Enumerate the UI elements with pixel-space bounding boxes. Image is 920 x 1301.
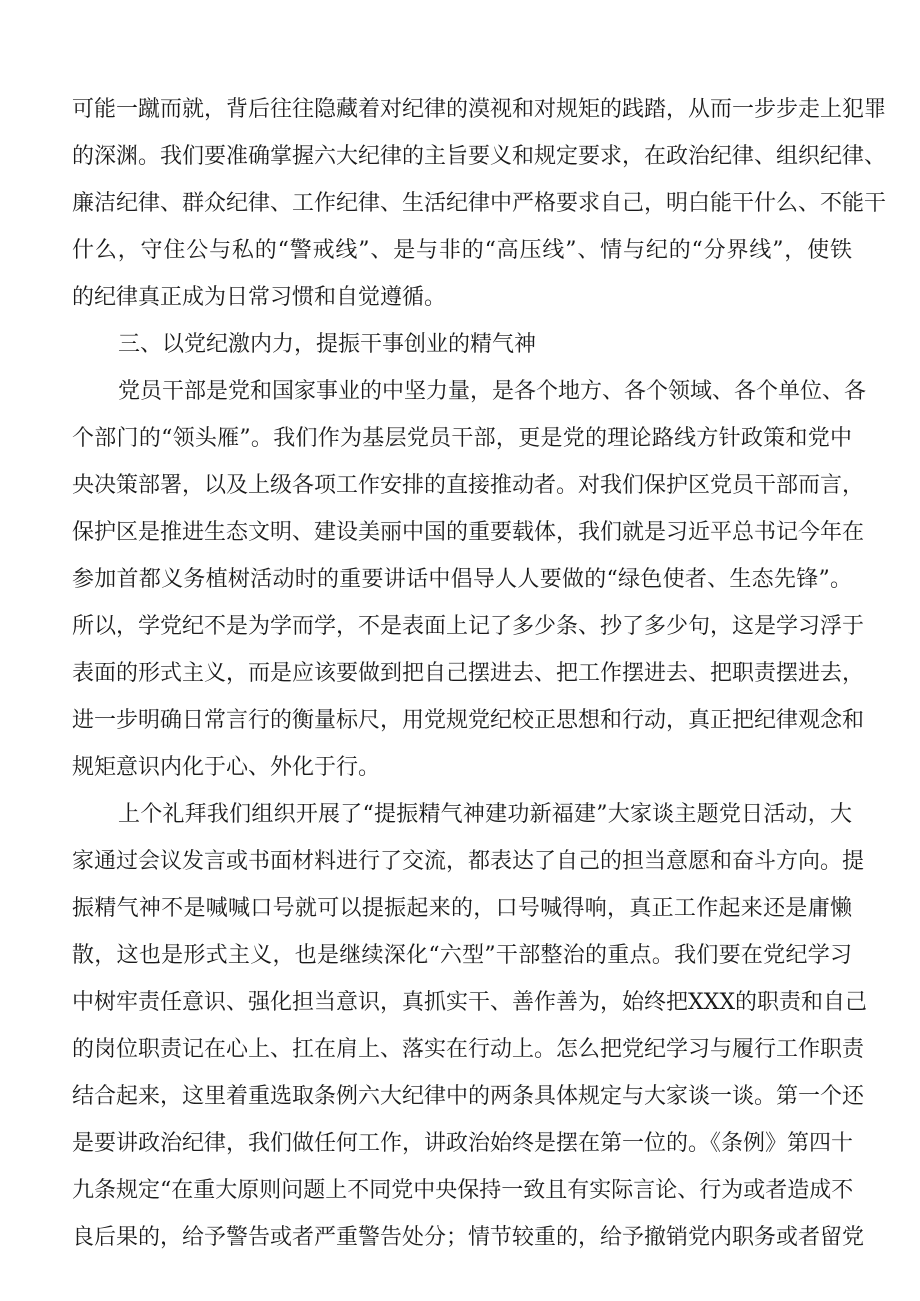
text-line: 央决策部署，以及上级各项工作安排的直接推动者。对我们保护区党员干部而言， (72, 473, 865, 498)
text-line: 是要讲政治纪律，我们做任何工作，讲政治始终是摆在第一位的。《条例》第四十 (72, 1131, 854, 1156)
text-line: 规矩意识内化于心、外化于行。 (72, 755, 381, 780)
text-line: 所以，学党纪不是为学而学，不是表面上记了多少条、抄了多少句，这是学习浮于 (72, 614, 865, 639)
text-line: 什么，守住公与私的“警戒线”、是与非的“高压线”、情与纪的“分界线”，使铁 (72, 238, 852, 263)
text-line: 的深渊。我们要准确掌握六大纪律的主旨要义和规定要求，在政治纪律、组织纪律、 (72, 144, 887, 169)
text-line: 个部门的“领头雁”。我们作为基层党员干部，更是党的理论路线方针政策和党中 (72, 426, 852, 451)
text-line: 表面的形式主义，而是应该要做到把自己摆进去、把工作摆进去、把职责摆进去， (72, 661, 865, 686)
text-line: 的岗位职责记在心上、扛在肩上、落实在行动上。怎么把党纪学习与履行工作职责 (72, 1037, 865, 1062)
text-line: 进一步明确日常言行的衡量标尺，用党规党纪校正思想和行动，真正把纪律观念和 (72, 708, 865, 733)
text-line: 参加首都义务植树活动时的重要讲话中倡导人人要做的“绿色使者、生态先锋”。 (72, 567, 852, 592)
text-line: 振精气神不是喊喊口号就可以提振起来的，口号喊得响，真正工作起来还是庸懒 (72, 896, 852, 921)
text-line: 可能一蹴而就，背后往往隐藏着对纪律的漠视和对规矩的践踏，从而一步步走上犯罪 (72, 97, 887, 122)
paragraph-first-line: 党员干部是党和国家事业的中坚力量，是各个地方、各个领域、各个单位、各 (118, 379, 867, 404)
text-line: 散，这也是形式主义，也是继续深化“六型”干部整治的重点。我们要在党纪学习 (72, 943, 852, 968)
text-line: 廉洁纪律、群众纪律、工作纪律、生活纪律中严格要求自己，明白能干什么、不能干 (72, 191, 887, 216)
text-line: 结合起来，这里着重选取条例六大纪律中的两条具体规定与大家谈一谈。第一个还 (72, 1084, 865, 1109)
paragraph-first-line: 上个礼拜我们组织开展了“提振精气神建功新福建”大家谈主题党日活动，大 (118, 802, 852, 827)
text-line: 中树牢责任意识、强化担当意识，真抓实干、善作善为，始终把XXX的职责和自己 (72, 990, 867, 1015)
text-line: 九条规定“在重大原则问题上不同党中央保持一致且有实际言论、行为或者造成不 (72, 1178, 854, 1203)
text-line: 良后果的，给予警告或者严重警告处分；情节较重的，给予撤销党内职务或者留党 (72, 1225, 865, 1250)
section-heading: 三、以党纪激内力，提振干事创业的精气神 (118, 332, 537, 357)
text-line: 家通过会议发言或书面材料进行了交流，都表达了自己的担当意愿和奋斗方向。提 (72, 849, 865, 874)
text-line: 的纪律真正成为日常习惯和自觉遵循。 (72, 285, 447, 310)
text-line: 保护区是推进生态文明、建设美丽中国的重要载体，我们就是习近平总书记今年在 (72, 520, 865, 545)
